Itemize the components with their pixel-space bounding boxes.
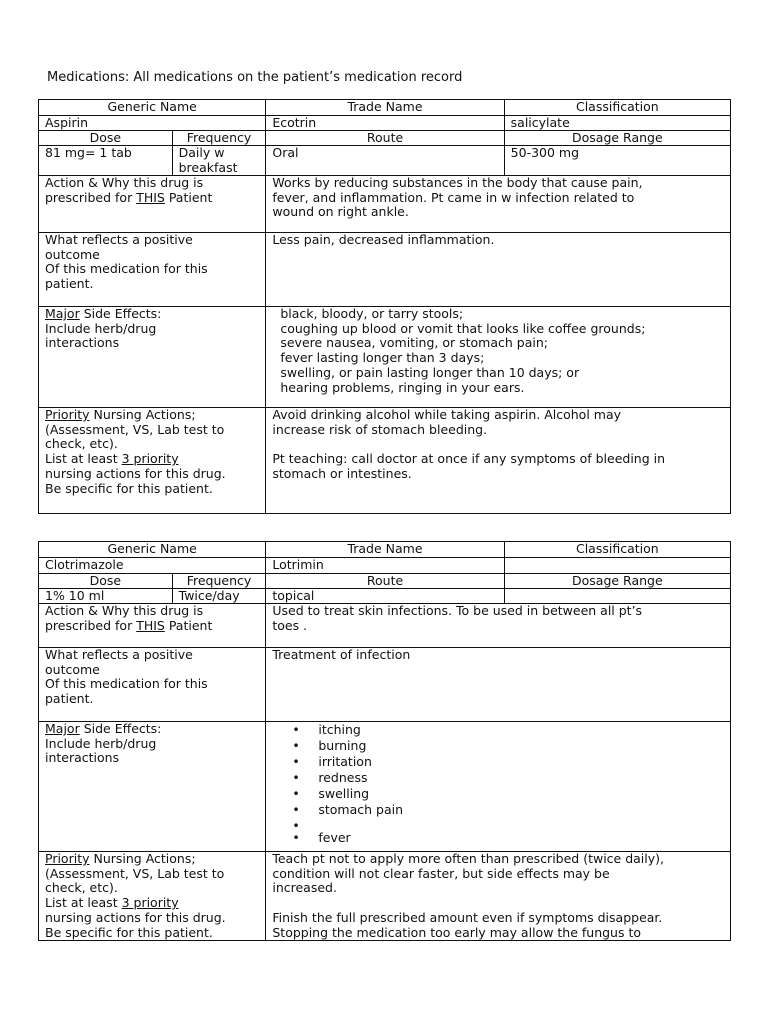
dose-value-row [38,588,731,603]
action-label: Action & Why this drug is prescribed for THIS Patient [45,176,213,205]
classification-value [504,558,730,573]
side-effects-row [38,721,731,851]
frequency-header: Frequency [172,574,266,588]
trade-name-header: Trade Name [265,100,503,115]
nursing-value: Teach pt not to apply more often than prescribed (twice daily), condition will not clear faster, but side effects may be increased. Finish the full prescribed amount even if symptoms disappear. Stopping the medication too early may allow the fungus to [265,852,730,940]
side-effects-value [265,722,730,851]
side-effect-item: • fever [292,830,724,846]
side-effect-item: • itching [292,722,724,738]
frequency-value: Twice/day [172,589,266,603]
nursing-label: Priority Nursing Actions; (Assessment, VS, Lab test to check, etc). List at least 3 priority nursing actions for this drug. Be specific for this patient. [45,852,226,940]
generic-name-value: Aspirin [45,116,89,130]
action-label: Action & Why this drug is prescribed for THIS Patient [45,604,213,633]
dosage-range-value [504,589,730,603]
medication-card-clotrimazole [38,541,731,941]
side-effect-item: hearing problems, ringing in your ears. [280,379,525,395]
outcome-row [38,647,731,721]
action-value: Works by reducing substances in the body that cause pain, fever, and inflammation. Pt came in w infection related to wound on right ankle. [265,176,730,232]
name-value-row [38,115,731,130]
trade-name-header: Trade Name [265,542,503,557]
side-effect-item: • irritation [292,754,724,770]
classification-header: Classification [504,100,730,115]
name-header-row [38,541,731,557]
side-effect-item: black, bloody, or tarry stools; [280,307,464,321]
route-value: topical [265,589,503,603]
route-value: Oral [265,146,503,175]
dose-header: Dose [89,131,122,145]
outcome-label: What reflects a positive outcome Of this medication for this patient. [45,648,208,707]
side-effect-item: swelling, or pain lasting longer than 10 days; or [280,364,580,380]
trade-name-value: Ecotrin [265,116,503,130]
action-value: Used to treat skin infections. To be used in between all pt’s toes . [265,604,730,647]
side-effect-item: coughing up blood or vomit that looks like coffee grounds; [280,320,646,336]
side-effects-row [38,306,731,407]
side-effect-item: fever lasting longer than 3 days; [280,350,485,366]
medication-card-aspirin [38,99,731,514]
classification-value: salicylate [504,116,730,130]
dose-header-row [38,573,731,588]
dose-value-row [38,145,731,175]
dosage-range-value: 50-300 mg [504,146,730,175]
side-effect-item: severe nausea, vomiting, or stomach pain; [280,335,548,351]
name-header-row [38,99,731,115]
action-row [38,175,731,232]
name-value-row [38,557,731,573]
side-effect-item: • swelling [292,786,724,802]
side-effect-item: • stomach pain [292,802,724,818]
frequency-value: Daily w breakfast [172,146,266,175]
generic-name-header: Generic Name [107,100,197,114]
dosage-range-header: Dosage Range [504,131,730,145]
classification-header: Classification [504,542,730,557]
outcome-value: Less pain, decreased inflammation. [265,233,730,306]
side-effects-label: Major Side Effects: Include herb/drug interactions [45,307,162,351]
generic-name-header: Generic Name [107,542,197,556]
dose-header: Dose [89,574,122,588]
outcome-value: Treatment of infection [265,648,730,721]
outcome-label: What reflects a positive outcome Of this medication for this patient. [45,233,208,292]
dosage-range-header: Dosage Range [504,574,730,588]
nursing-label: Priority Nursing Actions; (Assessment, VS, Lab test to check, etc). List at least 3 priority nursing actions for this drug. Be specific for this patient. [45,408,226,496]
side-effects-value [265,307,730,407]
frequency-header: Frequency [172,131,266,145]
outcome-row [38,232,731,306]
route-header: Route [265,131,503,145]
side-effects-label: Major Side Effects: Include herb/drug interactions [45,722,162,766]
side-effect-item: • burning [292,738,724,754]
dose-header-row [38,130,731,145]
nursing-row [38,407,731,514]
dose-value: 81 mg= 1 tab [45,146,132,160]
action-row [38,603,731,647]
side-effect-item: • redness [292,770,724,786]
dose-value: 1% 10 ml [45,589,105,603]
nursing-value: Avoid drinking alcohol while taking aspirin. Alcohol may increase risk of stomach bleeding. Pt teaching: call doctor at once if any symptoms of bleeding in stomach or intestines. [265,408,730,513]
nursing-row [38,851,731,941]
generic-name-value: Clotrimazole [45,558,124,572]
page-heading: Medications: All medications on the patient’s medication record [47,70,463,85]
trade-name-value: Lotrimin [265,558,503,573]
route-header: Route [265,574,503,588]
